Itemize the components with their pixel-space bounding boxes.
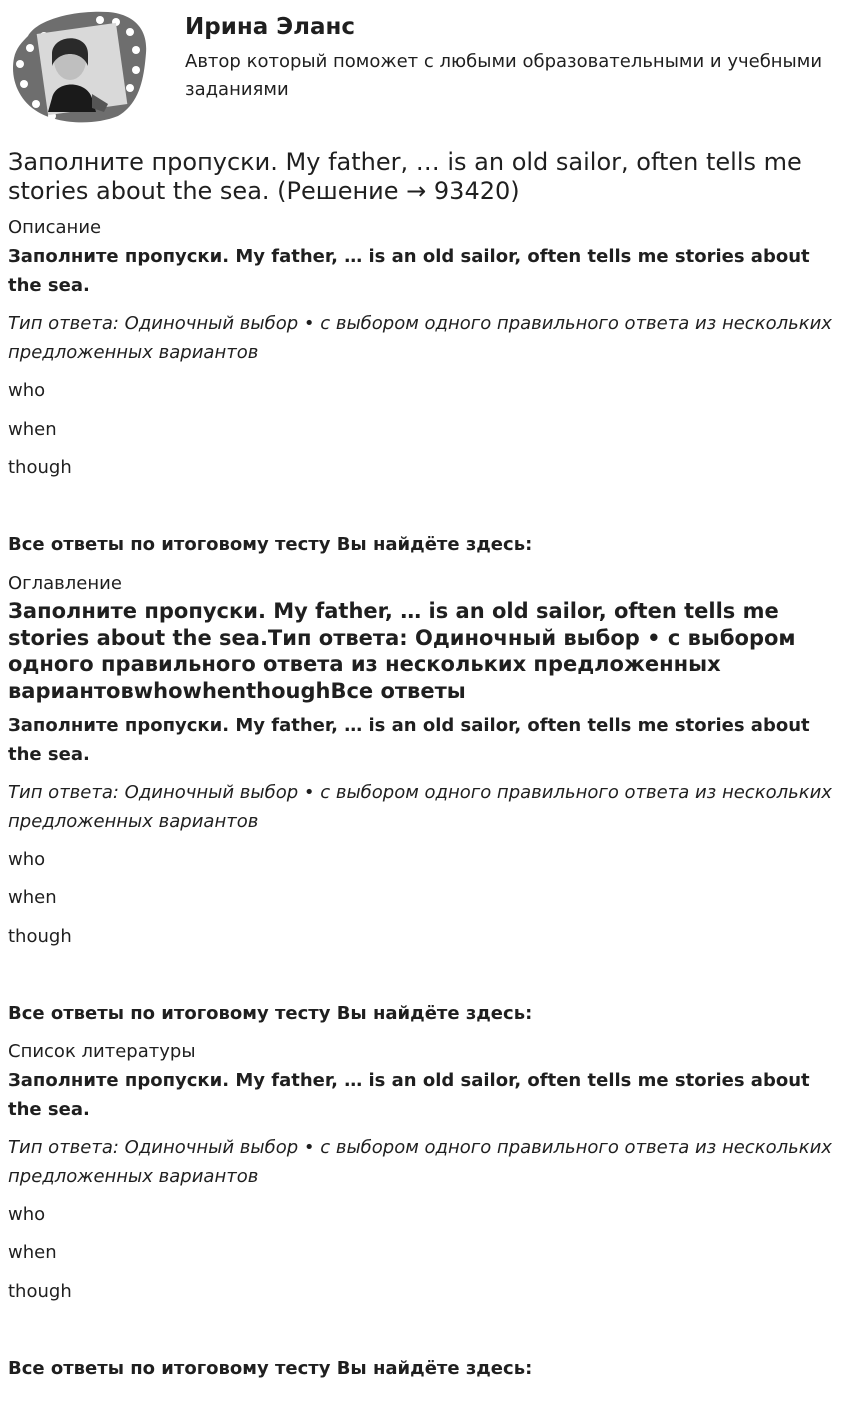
- answer-option: though: [8, 457, 72, 478]
- answer-type: Тип ответа: Одиночный выбор • с выбором одного правильного ответа из нескольких предложенных вариантов: [8, 1137, 832, 1187]
- answer-option: when: [8, 1242, 57, 1263]
- all-answers-link-text[interactable]: Все ответы по итоговому тесту Вы найдёте здесь:: [8, 1358, 533, 1379]
- question-text: Заполните пропуски. My father, … is an old sailor, often tells me stories about the sea.: [8, 715, 810, 765]
- answer-type: Тип ответа: Одиночный выбор • с выбором одного правильного ответа из нескольких предложенных вариантов: [8, 782, 832, 832]
- page-title: Заполните пропуски. My father, … is an old sailor, often tells me stories about the sea. (Решение → 93420): [8, 148, 802, 205]
- question-text: Заполните пропуски. My father, … is an old sailor, often tells me stories about the sea.: [8, 1070, 810, 1120]
- section-label-toc: Оглавление: [8, 573, 122, 594]
- question-text: Заполните пропуски. My father, … is an old sailor, often tells me stories about the sea.: [8, 246, 810, 296]
- answer-option: when: [8, 419, 57, 440]
- answer-option: though: [8, 926, 72, 947]
- toc-summary[interactable]: Заполните пропуски. My father, … is an old sailor, often tells me stories about the sea.Тип ответа: Одиночный выбор • с выбором одного правильного ответа из нескольких предложенных вариантовwhowhenthoughВсе ответы: [8, 599, 796, 703]
- answer-option: who: [8, 849, 46, 870]
- all-answers-link-text[interactable]: Все ответы по итоговому тесту Вы найдёте здесь:: [8, 1003, 533, 1024]
- all-answers-link-text[interactable]: Все ответы по итоговому тесту Вы найдёте здесь:: [8, 534, 533, 555]
- author-avatar[interactable]: [8, 8, 150, 125]
- answer-option: though: [8, 1281, 72, 1302]
- author-info: [185, 14, 835, 104]
- answer-type: Тип ответа: Одиночный выбор • с выбором одного правильного ответа из нескольких предложенных вариантов: [8, 313, 832, 363]
- section-label-description: Описание: [8, 217, 102, 238]
- author-description: Автор который поможет с любыми образовательными и учебными заданиями: [185, 51, 823, 100]
- answer-option: when: [8, 887, 57, 908]
- author-card: [8, 8, 838, 128]
- author-name[interactable]: Ирина Эланс: [185, 14, 356, 40]
- section-label-literature: Список литературы: [8, 1041, 196, 1062]
- answer-option: who: [8, 380, 46, 401]
- answer-option: who: [8, 1204, 46, 1225]
